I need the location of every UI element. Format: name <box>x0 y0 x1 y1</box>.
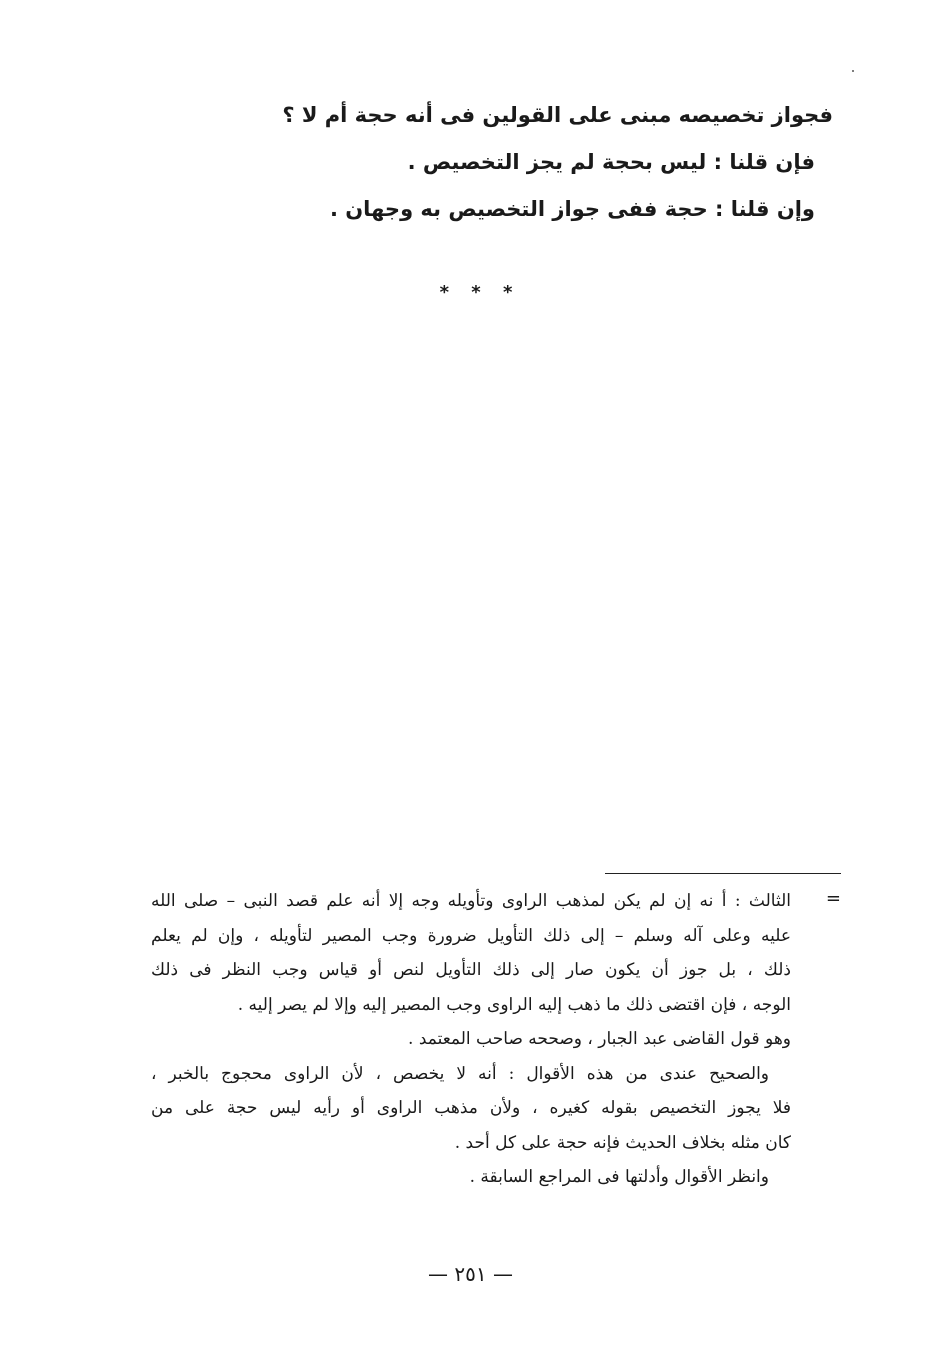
main-text-line-3: وإن قلنا : حجة ففى جواز التخصيص به وجهان . <box>329 197 815 221</box>
footnote-block <box>151 884 791 1195</box>
footnote-line-6: والصحيح عندى من هذه الأقوال : أنه لا يخصص ، لأن الراوى محجوج بالخبر ، <box>151 1063 769 1084</box>
footnote-divider <box>605 873 841 874</box>
footnote-line-7: فلا يجوز التخصيص بقوله كغيره ، ولأن مذهب الراوى أو رأيه ليس حجة على من <box>151 1098 791 1118</box>
footnote-line-2: عليه وعلى آله وسلم – إلى ذلك التأويل ضرورة وجب المصير لتأويله ، وإن لم يعلم <box>151 925 791 946</box>
footnote-line-1: الثالث : أ نه إن لم يكن لمذهب الراوى وتأويله وجه إلا أنه علم قصد النبى – صلى الله <box>151 891 791 911</box>
footnote-line-5: وهو قول القاضى عبد الجبار ، وصححه صاحب المعتمد . <box>408 1029 791 1049</box>
footnote-line-8: كان مثله بخلاف الحديث فإنه حجة على كل أحد . <box>454 1132 791 1153</box>
main-text-line-1: فجواز تخصيصه مبنى على القولين فى أنه حجة أم لا ؟ <box>282 103 833 127</box>
footnote-line-4: الوجه ، فإن اقتضى ذلك ما ذهب إليه الراوى وجب المصير إليه وإلا لم يصر إليه . <box>237 994 791 1015</box>
footnote-line-3: ذلك ، بل جوز أن يكون صار إلى ذلك التأويل لنص أو قياس وجب النظر فى ذلك <box>151 960 791 980</box>
footnote-line-9: وانظر الأقوال وأدلتها فى المراجع السابقة . <box>469 1167 769 1187</box>
page-number: — ٢٥١ — <box>428 1262 513 1286</box>
main-text-block <box>273 92 833 233</box>
footnote-continuation-marker: = <box>825 888 841 909</box>
scan-speck <box>852 70 854 72</box>
main-text-line-2: فإن قلنا : ليس بحجة لم يجز التخصيص . <box>407 150 815 174</box>
section-separator: * * * <box>439 282 521 303</box>
